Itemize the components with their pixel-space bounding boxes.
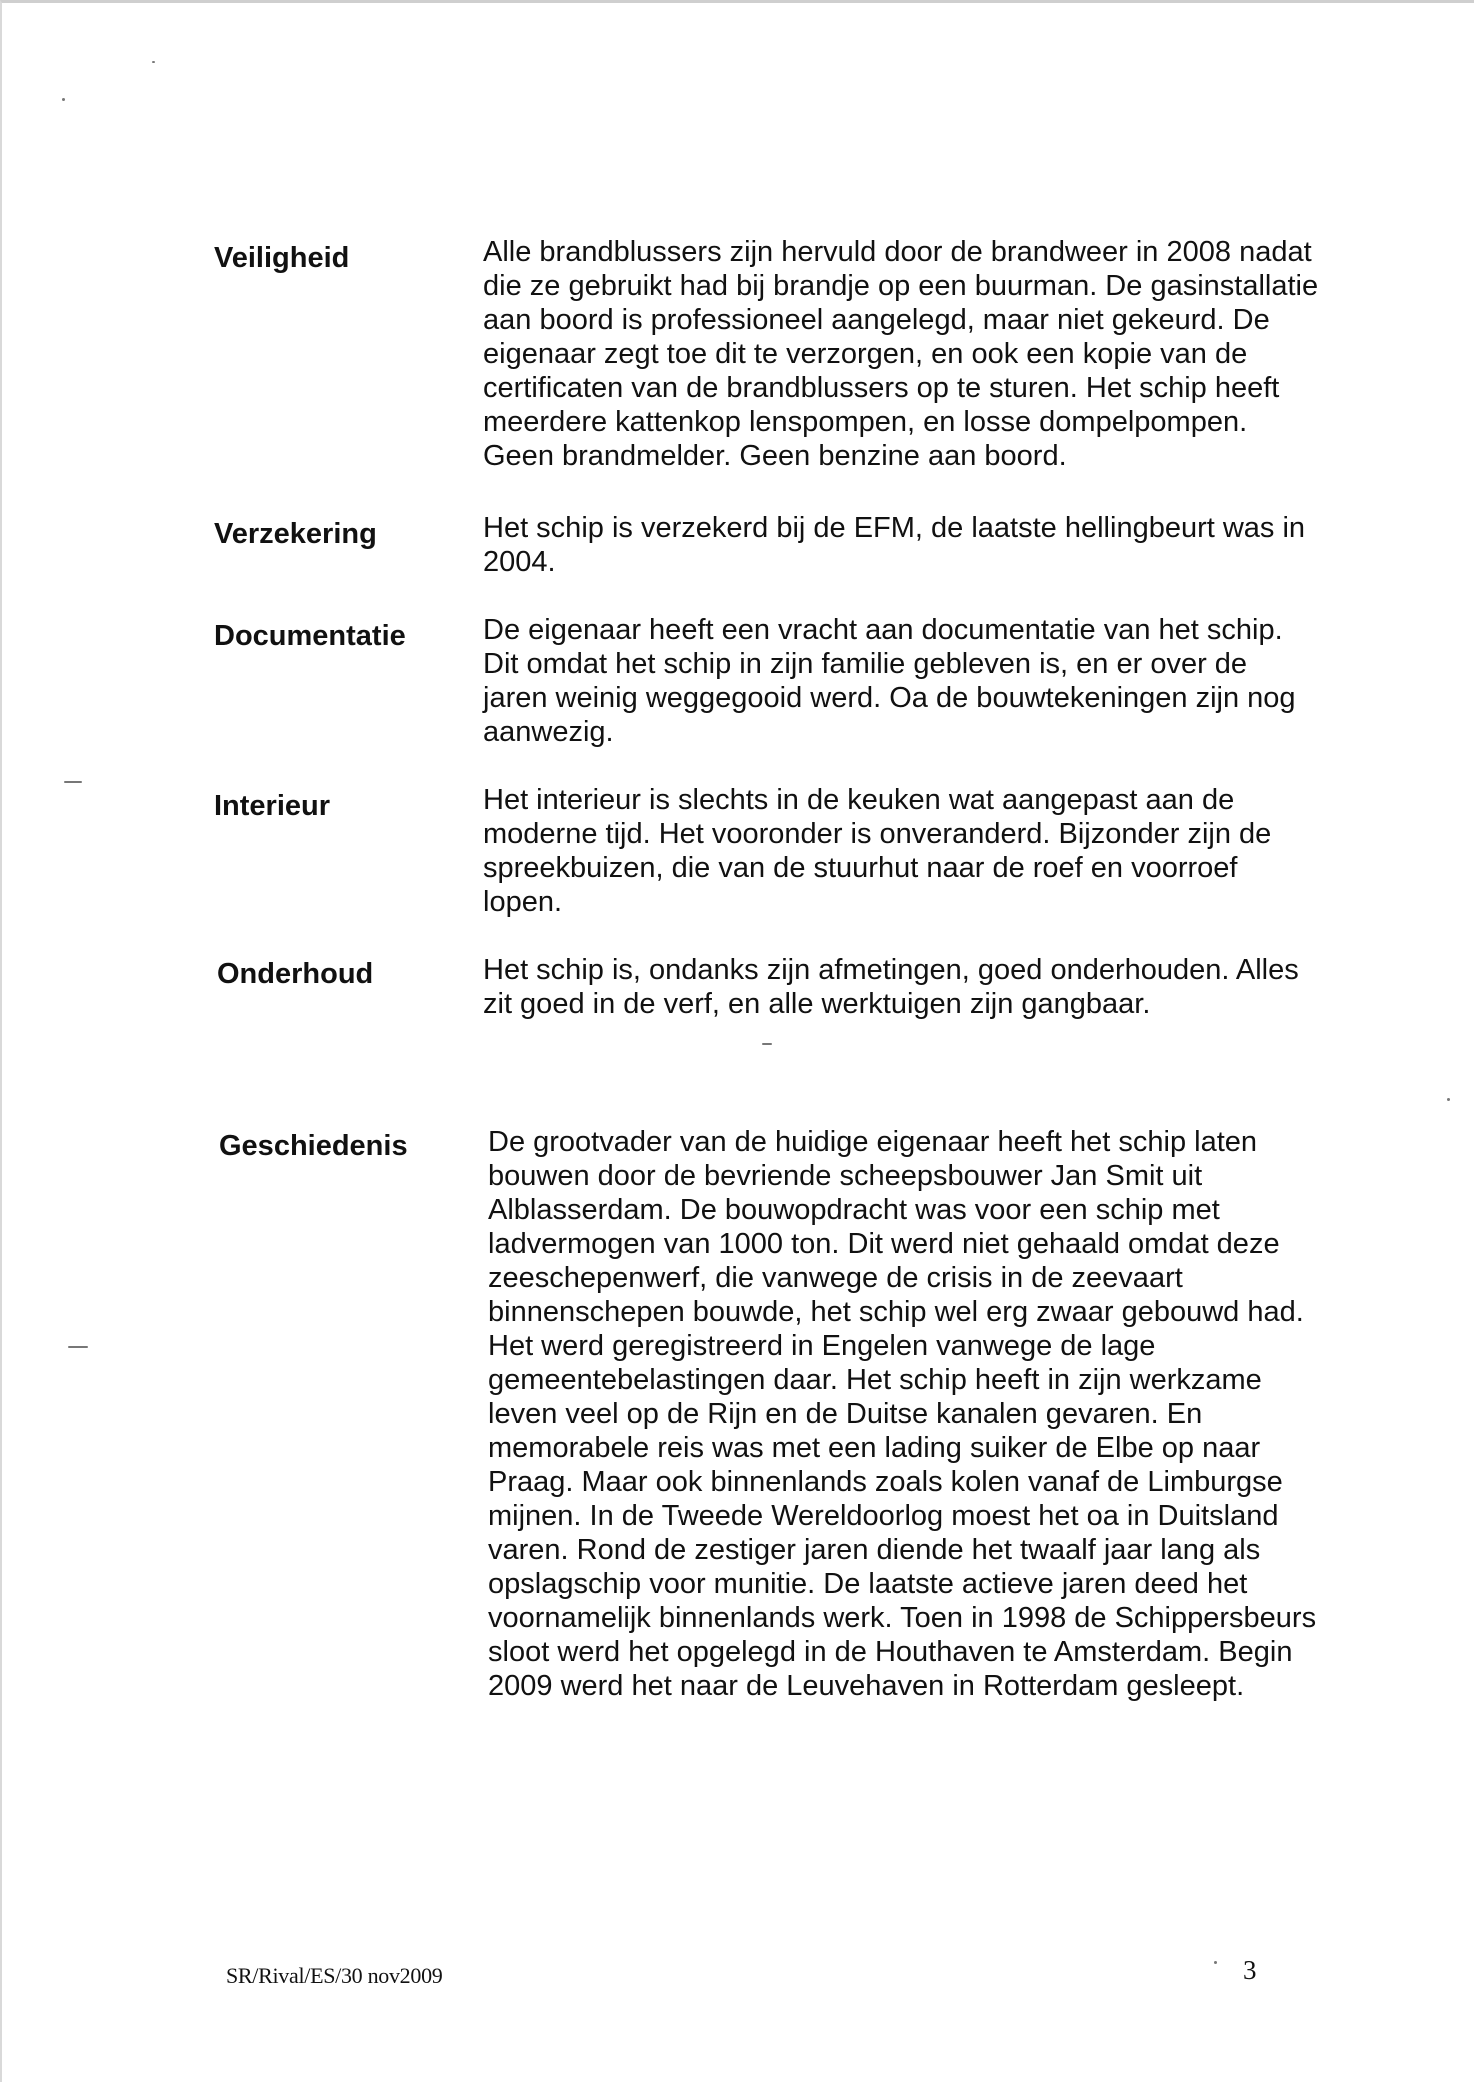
section-label: Verzekering	[214, 518, 377, 550]
section-text: Alle brandblussers zijn hervuld door de brandweer in 2008 nadat die ze gebruikt had bij brandje op een buurman. De gasinstallatie aan boord is professioneel aangelegd, maar niet gekeurd. De eigenaar zegt toe dit te verzorgen, en ook een kopie van de certificaten van de brandblussers op te sturen. Het schip heeft meerdere kattenkop lenspompen, en losse dompelpompen. Geen brandmelder. Geen benzine aan boord.	[483, 236, 1319, 472]
section-label: Interieur	[214, 790, 331, 822]
section-text: De eigenaar heeft een vracht aan documentatie van het schip. Dit omdat het schip in zijn familie gebleven is, en er over de jaren weinig weggegooid werd. Oa de bouwtekeningen zijn nog aanwezig.	[483, 614, 1296, 748]
section-text: De grootvader van de huidige eigenaar heeft het schip laten bouwen door de bevriende scheepsbouwer Jan Smit uit Alblasserdam. De bouwopdracht was voor een schip met ladvermogen van 1000 ton. Dit werd niet gehaald omdat deze zeeschepenwerf, die vanwege de crisis in de zeevaart binnenschepen bouwde, het schip wel erg zwaar gebouwd had. Het werd geregistreerd in Engelen vanwege de lage gemeentebelastingen daar. Het schip heeft in zijn werkzame leven veel op de Rijn en de Duitse kanalen gevaren. En memorabele reis was met een lading suiker de Elbe op naar Praag. Maar ook binnenlands zoals kolen vanaf de Limburgse mijnen. In de Tweede Wereldoorlog moest het oa in Duitsland varen. Rond de zestiger jaren diende het twaalf jaar lang als opslagschip voor munitie. De laatste actieve jaren deed het voornamelijk binnenlands werk. Toen in 1998 de Schippersbeurs sloot werd het opgelegd in de Houthaven te Amsterdam. Begin 2009 werd het naar de Leuvehaven in Rotterdam gesleept.	[488, 1126, 1317, 1702]
scan-speck	[1214, 1961, 1217, 1964]
scan-speck	[64, 781, 82, 783]
scan-speck	[152, 61, 155, 63]
section-text: Het schip is verzekerd bij de EFM, de laatste hellingbeurt was in 2004.	[483, 512, 1306, 578]
scan-speck	[68, 1346, 88, 1348]
scan-speck	[1447, 1098, 1450, 1101]
scan-speck	[62, 98, 65, 101]
footer-reference: SR/Rival/ES/30 nov2009	[226, 1963, 443, 1988]
section-text: Het schip is, ondanks zijn afmetingen, goed onderhouden. Alles zit goed in de verf, en alle werktuigen zijn gangbaar.	[483, 954, 1299, 1020]
section-label: Veiligheid	[214, 242, 350, 274]
section-label: Documentatie	[214, 620, 406, 652]
section-label: Onderhoud	[217, 958, 374, 990]
page-number: 3	[1243, 1955, 1257, 1985]
section-text: Het interieur is slechts in de keuken wat aangepast aan de moderne tijd. Het vooronder is onveranderd. Bijzonder zijn de spreekbuizen, die van de stuurhut naar de roef en voorroef lopen.	[483, 784, 1272, 918]
section-label: Geschiedenis	[219, 1130, 408, 1162]
scan-speck	[762, 1043, 772, 1045]
